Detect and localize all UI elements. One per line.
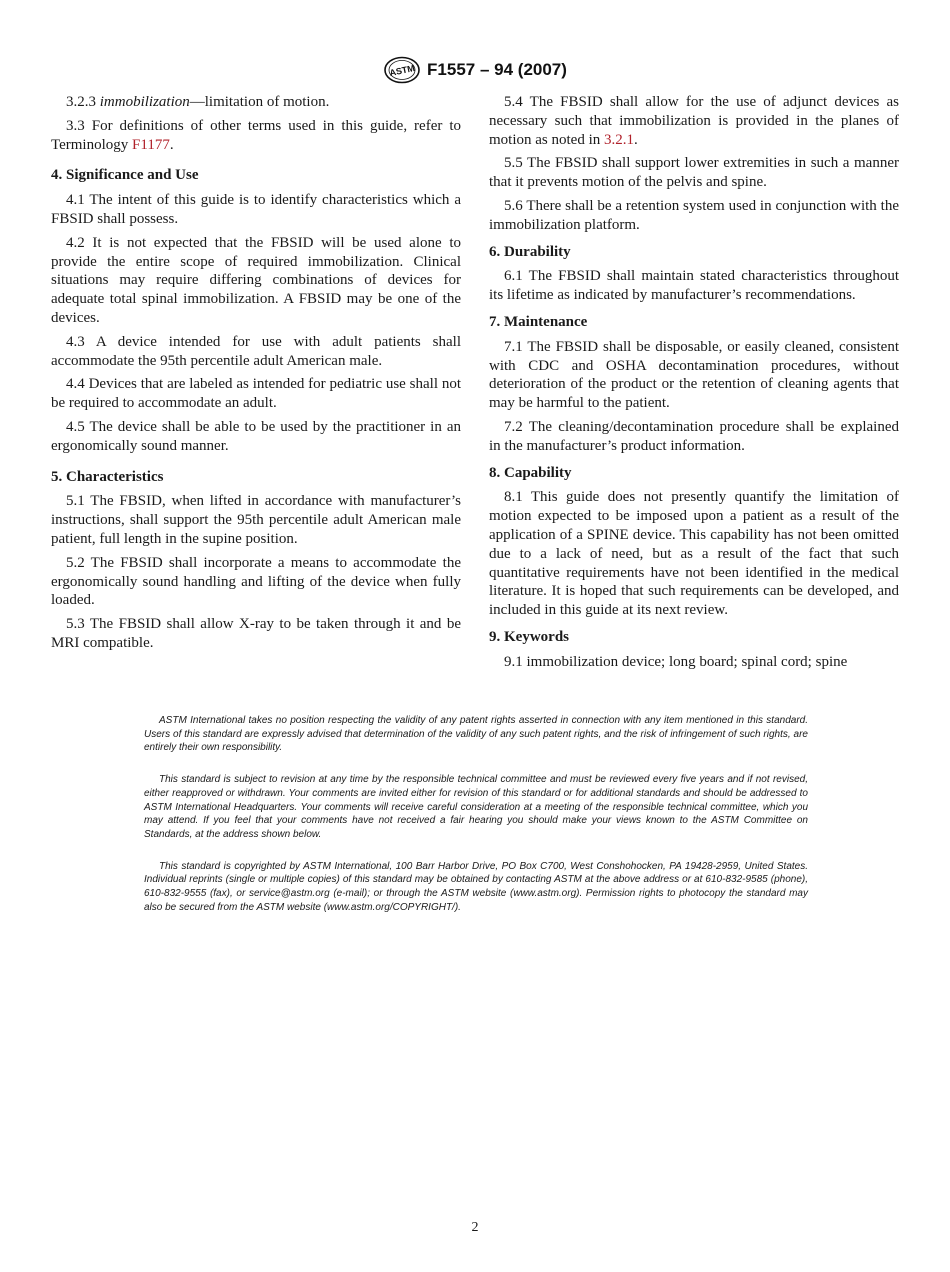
- paragraph-5-2: 5.2 The FBSID shall incorporate a means to accommodate the ergonomically sound handling and lifting of the device when fully loaded.: [51, 554, 461, 609]
- paragraph-5-4: 5.4 The FBSID shall allow for the use of adjunct devices as necessary such that immobilization is provided in the planes of motion as noted in 3.2.1.: [489, 94, 899, 148]
- section-heading-6: 6. Durability: [489, 243, 571, 260]
- standard-designation: F1557 – 94 (2007): [427, 60, 567, 79]
- paragraph-5-3: 5.3 The FBSID shall allow X-ray to be taken through it and be MRI compatible.: [51, 616, 461, 651]
- patent-notice: ASTM International takes no position respecting the validity of any patent rights asserted in connection with any item mentioned in this standard. Users of this standard are expressly advised that determination of the validity of any such patent rights, and the risk of infringement of such rights, are entirely their own responsibility.: [144, 715, 808, 754]
- section-heading-7: 7. Maintenance: [489, 313, 588, 330]
- section-heading-8: 8. Capability: [489, 464, 572, 481]
- left-column: [51, 93, 461, 658]
- astm-notices: [144, 714, 808, 932]
- svg-text:ASTM: ASTM: [388, 62, 416, 79]
- link-3-2-1[interactable]: 3.2.1: [604, 131, 634, 148]
- page-header: [0, 56, 950, 84]
- copyright-notice: This standard is copyrighted by ASTM International, 100 Barr Harbor Drive, PO Box C700, West Conshohocken, PA 19428-2959, United States. Individual reprints (single or multiple copies) of this standard may be obtained by contacting ASTM at the above address or at 610-832-9585 (phone), 610-832-9555 (fax), or service@astm.org (e-mail); or through the ASTM website (www.astm.org). Permission rights to photocopy the standard may also be secured from the ASTM website (www.astm.org/COPYRIGHT/).: [144, 860, 808, 913]
- paragraph-9-1: 9.1 immobilization device; long board; spinal cord; spine: [504, 653, 848, 670]
- revision-notice: This standard is subject to revision at any time by the responsible technical committee and must be reviewed every five years and if not revised, either reapproved or withdrawn. Your comments are invited either for revision of this standard or for additional standards and should be addressed to ASTM International Headquarters. Your comments will receive careful consideration at a meeting of the responsible technical committee, which you may attend. If you feel that your comments have not received a fair hearing you should make your views known to the ASTM Committee on Standards, at the address shown below.: [144, 774, 808, 840]
- paragraph-4-3: 4.3 A device intended for use with adult patients shall accommodate the 95th percentile adult American male.: [51, 333, 461, 369]
- section-heading-5: 5. Characteristics: [51, 468, 164, 485]
- paragraph-7-1: 7.1 The FBSID shall be disposable, or easily cleaned, consistent with CDC and OSHA decontamination procedures, without deterioration of the product or the retention of cleaning agents that may be harmful to the patient.: [489, 338, 899, 412]
- paragraph-7-2: 7.2 The cleaning/decontamination procedure shall be explained in the manufacturer’s product information.: [489, 418, 899, 454]
- paragraph-4-4: 4.4 Devices that are labeled as intended for pediatric use shall not be required to accommodate an adult.: [51, 376, 461, 412]
- paragraph-5-6: 5.6 There shall be a retention system used in conjunction with the immobilization platform.: [489, 197, 899, 233]
- paragraph-3-2-3: 3.2.3 immobilization—limitation of motion.: [66, 94, 330, 110]
- paragraph-5-1: 5.1 The FBSID, when lifted in accordance with manufacturer’s instructions, shall support the 95th percentile adult American male patient, full length in the supine position.: [51, 493, 461, 547]
- paragraph-5-5: 5.5 The FBSID shall support lower extremities in such a manner that it prevents motion of the pelvis and spine.: [489, 155, 899, 191]
- paragraph-4-1: 4.1 The intent of this guide is to identify characteristics which a FBSID shall possess.: [51, 192, 461, 227]
- astm-logo-icon: [383, 56, 421, 84]
- right-column: [489, 93, 899, 677]
- section-heading-4: 4. Significance and Use: [51, 167, 199, 184]
- paragraph-4-5: 4.5 The device shall be able to be used by the practitioner in an ergonomically sound manner.: [51, 418, 461, 454]
- link-f1177[interactable]: F1177: [132, 136, 170, 153]
- page-number: 2: [471, 1220, 479, 1235]
- paragraph-4-2: 4.2 It is not expected that the FBSID will be used alone to provide the entire scope of required immobilization. Clinical situations may require differing combinations of devices for adequate total spinal immobilization. A FBSID may be one of the devices.: [51, 234, 461, 326]
- paragraph-8-1: 8.1 This guide does not presently quantify the limitation of motion expected to be imposed upon a patient as a result of the application of a SPINE device. This capability has not been omitted due to a lack of need, but as a result of the fact that such quantitative requirements have not been identified in the medical literature. It is hoped that such requirements can be developed, and included in this guide at its next review.: [489, 489, 899, 619]
- paragraph-3-3: 3.3 For definitions of other terms used in this guide, refer to Terminology F1177.: [51, 117, 461, 153]
- paragraph-6-1: 6.1 The FBSID shall maintain stated characteristics throughout its lifetime as indicated by manufacturer’s recommendations.: [489, 268, 899, 304]
- section-heading-9: 9. Keywords: [489, 628, 569, 645]
